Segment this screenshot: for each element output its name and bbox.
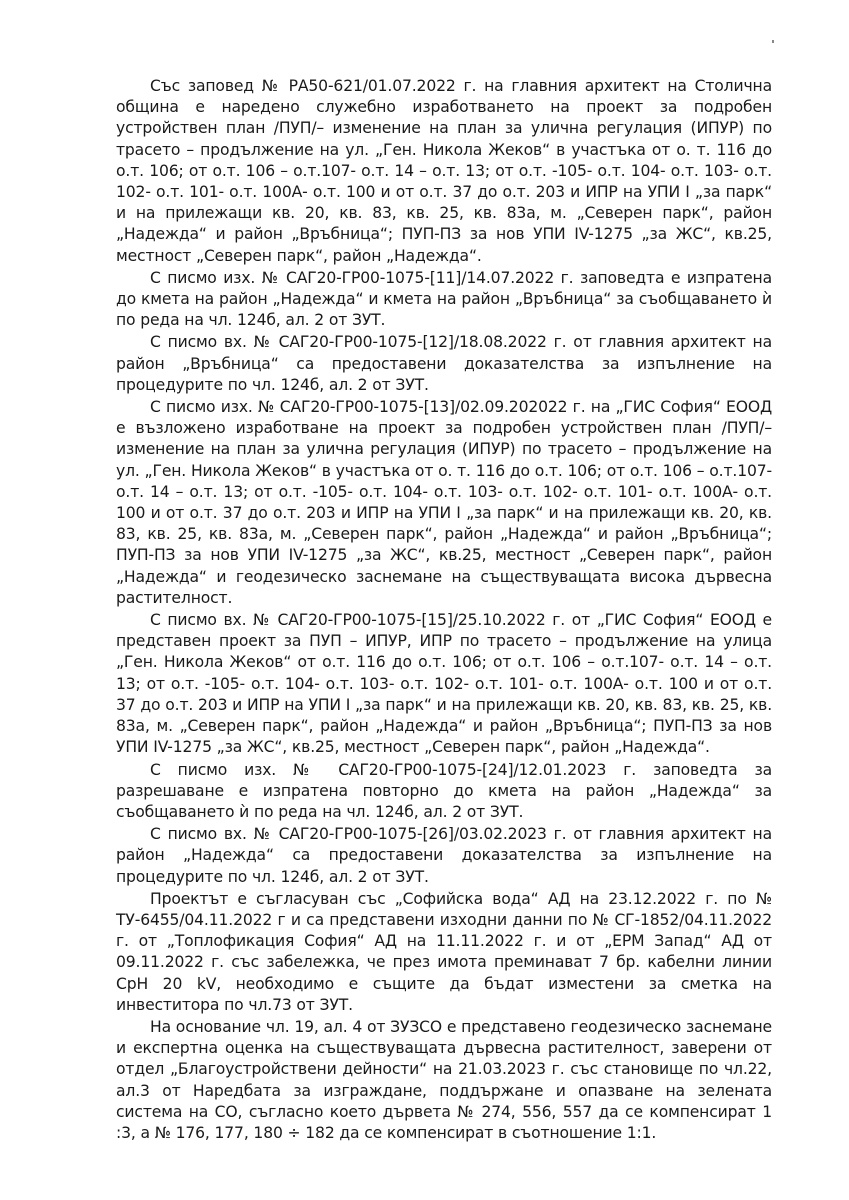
document-body bbox=[116, 76, 772, 1145]
paragraph-letter-15: С писмо вх. № САГ20-ГР00-1075-[15]/25.10.2022 г. от „ГИС София“ ЕООД е представен проект за ПУП – ИПУР, ИПР по трасето – продължение на улица „Ген. Никола Жеков“ от о.т. 116 до о.т. 106; от о.т. 106 – о.т.107- о.т. 14 – о.т. 13; от о.т. -105- о.т. 104- о.т. 103- о.т. 102- о.т. 101- о.т. 100А- о.т. 100 и от о.т. 37 до о.т. 203 и ИПР на УПИ I „за парк“ и на прилежащи кв. 20, кв. 83, кв. 25, кв. 83а, м. „Северен парк“, район „Надежда“ и район „Връбница“; ПУП-ПЗ за нов УПИ IV-1275 „за ЖС“, кв.25, местност „Северен парк“, район „Надежда“. bbox=[116, 611, 772, 757]
paragraph-trees: На основание чл. 19, ал. 4 от ЗУЗСО е представено геодезическо заснемане и експертна оценка на съществуващата дървесна растителност, заверени от отдел „Благоустройствени дейности“ на 21.03.2023 г. със становище по чл.22, ал.3 от Наредбата за изграждане, поддържане и опазване на зелената система на СО, съгласно което дървета № 274, 556, 557 да се компенсират 1 :3, а № 176, 177, 180 ÷ 182 да се компенсират в съотношение 1:1. bbox=[116, 1017, 772, 1142]
paragraph-agreements: Проектът е съгласуван със „Софийска вода“ АД на 23.12.2022 г. по № ТУ-6455/04.11.2022 г и са представени изходни данни по № СГ-1852/04.11.2022 г. от „Топлофикация София“ АД на 11.11.2022 г. и от „ЕРМ Запад“ АД от 09.11.2022 г. със забележка, че през имота преминават 7 бр. кабелни линии СрН 20 kV, необходимо е същите да бъдат изместени за сметка на инвеститора по чл.73 от ЗУТ. bbox=[116, 889, 772, 1014]
paragraph-letter-12: С писмо вх. № САГ20-ГР00-1075-[12]/18.08.2022 г. от главния архитект на район „Връбница“ са предоставени доказателства за изпълнение на процедурите по чл. 124б, ал. 2 от ЗУТ. bbox=[116, 333, 772, 394]
paragraph-letter-26: С писмо вх. № САГ20-ГР00-1075-[26]/03.02.2023 г. от главния архитект на район „Надежда“ са предоставени доказателства за изпълнение на процедурите по чл. 124б, ал. 2 от ЗУТ. bbox=[116, 825, 772, 886]
paragraph-order: Със заповед № РА50-621/01.07.2022 г. на главния архитект на Столична община е наредено служебно изработването на проект за подробен устройствен план /ПУП/– изменение на план за улична регулация (ИПУР) по трасето – продължение на ул. „Ген. Никола Жеков“ в участъка от о. т. 116 до о.т. 106; от о.т. 106 – о.т.107- о.т. 14 – о.т. 13; от о.т. -105- о.т. 104- о.т. 103- о.т. 102- о.т. 101- о.т. 100А- о.т. 100 и от о.т. 37 до о.т. 203 и ИПР на УПИ I „за парк“ и на прилежащи кв. 20, кв. 83, кв. 25, кв. 83а, м. „Северен парк“, район „Надежда“ и район „Връбница“; ПУП-ПЗ за нов УПИ IV-1275 „за ЖС“, кв.25, местност „Северен парк“, район „Надежда“. bbox=[116, 77, 772, 265]
paragraph-letter-11: С писмо изх. № САГ20-ГР00-1075-[11]/14.07.2022 г. заповедта е изпратена до кмета на район „Надежда“ и кмета на район „Връбница“ за съобщаването ѝ по реда на чл. 124б, ал. 2 от ЗУТ. bbox=[116, 268, 772, 330]
paragraph-letter-24: С писмо изх. № САГ20-ГР00-1075-[24]/12.01.2023 г. заповедта за разрешаване е изпратена повторно до кмета на район „Надежда“ за съобщаването ѝ по реда на чл. 124б, ал. 2 от ЗУТ. bbox=[116, 760, 772, 821]
paragraph-letter-13: С писмо изх. № САГ20-ГР00-1075-[13]/02.09.202022 г. на „ГИС София“ ЕООД е възложено изработване на проект за подробен устройствен план /ПУП/– изменение на план за улична регулация (ИПУР) по трасето – продължение на ул. „Ген. Никола Жеков“ в участъка от о. т. 116 до о.т. 106; от о.т. 106 – о.т.107- о.т. 14 – о.т. 13; от о.т. -105- о.т. 104- о.т. 103- о.т. 102- о.т. 101- о.т. 100А- о.т. 100 и от о.т. 37 до о.т. 203 и ИПР на УПИ I „за парк“ и на прилежащи кв. 20, кв. 83, кв. 25, кв. 83а, м. „Северен парк“, район „Надежда“ и район „Връбница“; ПУП-ПЗ за нов УПИ IV-1275 „за ЖС“, кв.25, местност „Северен парк“, район „Надежда“ и геодезическо заснемане на съществуващата висока дървесна растителност. bbox=[116, 398, 772, 607]
scan-speck bbox=[772, 40, 774, 43]
